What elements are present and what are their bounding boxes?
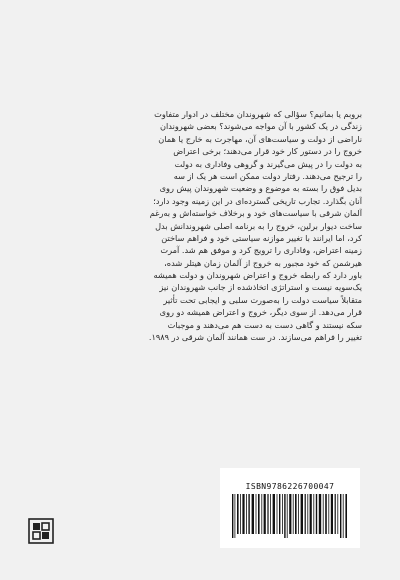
blurb-line: یک‌سویه نیست و استراتژی اتخاذشده از جانب شهروندان نیز — [159, 282, 362, 293]
blurb-line: آلمان شرقی با سیاست‌های خود و برخلاف خواسته‌اش و به‌رغم — [149, 208, 362, 219]
blurb-line: متقابلاً سیاست دولت را به‌صورت سلبی و ایجابی تحت تأثیر — [163, 294, 362, 305]
blurb-line: قرار می‌دهد. از سوی دیگر، خروج و اعتراض همیشه دو روی — [159, 307, 362, 318]
blurb-line: هیرشمن که خود مجبور به خروج از آلمان زمان هیتلر شده، — [164, 257, 362, 268]
blurb-line: بروبم یا بمانیم؟ سؤالی که شهروندان مختلف در ادوار متفاوت — [154, 109, 362, 119]
blurb-line: خروج را در دستور کار خود قرار می‌دهند؛ برخی اعتراض — [173, 146, 362, 157]
publisher-logo-icon — [28, 518, 54, 544]
blurb-line: تغییر را فراهم می‌سازند. در ست همانند آلمان شرقی در ۱۹۸۹. — [148, 332, 362, 343]
blurb-line: زمینه اعتراض، وفاداری را ترویج کرد و موفق هم شد. آمرت — [160, 245, 362, 256]
blurb-line: زندگی در یک کشور با آن مواجه می‌شوند؟ بعضی شهروندان — [159, 121, 362, 132]
blurb-line: ساخت دیوار برلین، خروج را به برنامه اصلی شهروندانش بدل — [155, 220, 362, 231]
blurb-line: آنان بگذارد. تجارب تاریخی گسترده‌ای در این زمینه وجود دارد؛ — [153, 195, 362, 206]
blurb-line: بدیل فوق را بسته به موضوع و وضعیت شهروندان پیش روی — [159, 183, 362, 194]
blurb-line: را ترجیح می‌دهند. رفتار دولت ممکن است هر یک از سه — [173, 170, 362, 181]
back-cover-blurb — [38, 108, 362, 343]
blurb-line: به دولت را در پیش می‌گیرند و گروهی وفاداری به دولت — [174, 158, 362, 169]
blurb-line: ناراضی از دولت و سیاست‌های آن، مهاجرت به خارج یا همان — [158, 133, 362, 144]
isbn-text: ISBN9786226700047 — [245, 482, 335, 491]
blurb-line: سکه نیستند و گاهی دست به دست هم می‌دهند و موجبات — [167, 319, 362, 330]
blurb-line: باور دارد که رابطه خروج و اعتراض شهروندان و دولت همیشه — [153, 270, 362, 281]
isbn-barcode — [220, 468, 360, 548]
barcode-bars — [230, 494, 350, 538]
blurb-line: کرد، اما ایرانند با تغییر موازنه سیاستی خود و فراهم ساختن — [161, 232, 362, 243]
